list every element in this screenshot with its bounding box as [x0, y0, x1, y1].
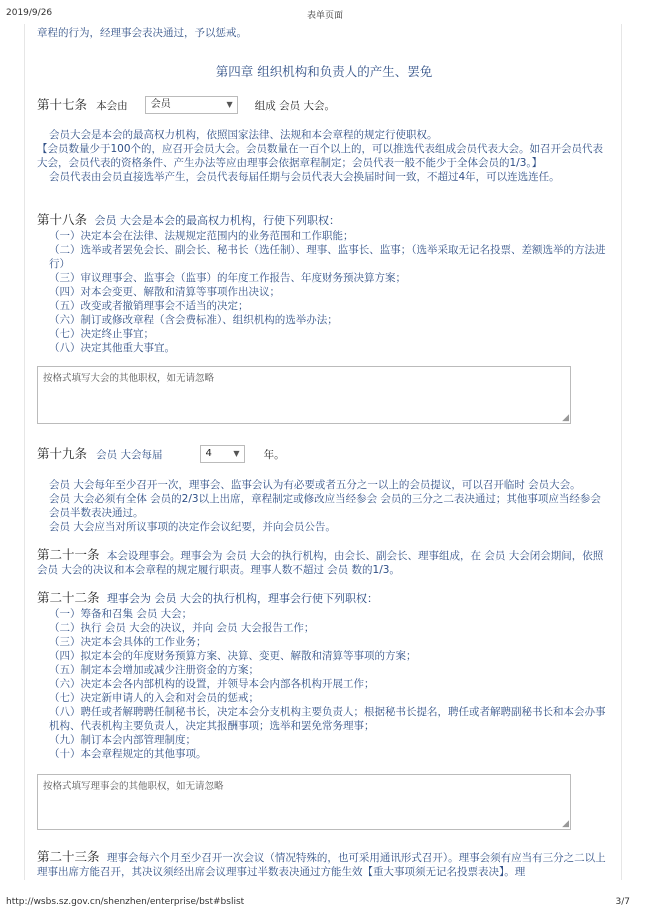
article-19-body	[37, 478, 611, 534]
article-18-label: 第十八条	[37, 212, 88, 227]
article-19-suffix: 年。	[263, 449, 285, 461]
article-22-item: （六）决定本会各内部机构的设置，并领导本会内部各机构开展工作；	[49, 678, 375, 690]
article-18-item: （一）决定本会在法律、法规规定范围内的业务范围和工作职能；	[49, 230, 354, 242]
article-23	[37, 850, 611, 879]
article-21-label: 第二十一条	[37, 547, 100, 562]
article-22	[37, 590, 611, 761]
council-other-powers-textarea[interactable]	[37, 774, 571, 830]
prev-article-tail: 章程的行为，经理事会表决通过，予以惩戒。	[37, 27, 247, 39]
chapter-4-title: 第四章 组织机构和负责人的产生、罢免	[215, 64, 433, 79]
article-23-text: 理事会每六个月至少召开一次会议（情况特殊的，也可采用通讯形式召开）。理事会须有应当有三分之二以上理事出席方能召开，其决议须经出席会议理事过半数表决通过方能生效【重大事项须无记名投票表决】。理	[37, 852, 606, 878]
term-years-select-value: 4	[205, 447, 212, 459]
article-22-item: （九）制订本会内部管理制度；	[49, 734, 196, 746]
article-18-item: （八）决定其他重大事宜。	[49, 342, 175, 354]
article-22-item: （四）拟定本会的年度财务预算方案、决算、变更、解散和清算等事项的方案；	[49, 650, 417, 662]
article-19-para-2: 会员 大会必须有全体 会员的2/3以上出席，章程制定或修改应当经参会 会员的三分之二表决通过；其他事项应当经参会 会员半数表决通过。	[49, 493, 601, 519]
article-22-item: （七）决定新申请人的入会和对会员的惩戒；	[49, 692, 259, 704]
article-19-label: 第十九条	[37, 446, 88, 461]
article-22-item: （二）执行 会员 大会的决议，并向 会员 大会报告工作；	[49, 622, 315, 634]
form-page	[24, 24, 622, 880]
article-22-item: （十）本会章程规定的其他事项。	[49, 748, 207, 760]
article-18-item: （三）审议理事会、监事会（监事）的年度工作报告、年度财务预决算方案；	[49, 272, 406, 284]
resize-grip-icon[interactable]: ◢	[562, 819, 569, 829]
print-title: 表单页面	[306, 11, 343, 21]
article-18-intro: 会员 大会是本会的最高权力机构，行使下列职权：	[94, 214, 341, 227]
article-18-item: （四）对本会变更、解散和清算等事项作出决议；	[49, 286, 280, 298]
article-17-para-2: 【会员数量少于100个的，应召开会员大会。会员数量在一百个以上的，可以推选代表组成会员代表大会。如召开会员代表大会，会员代表的资格条件、产生办法等应由理事会依据章程制定；会员代表一般不能少于全体会员的1/3。】	[37, 143, 604, 169]
article-19-heading	[37, 443, 611, 463]
article-18-item: （七）决定终止事宜；	[49, 328, 154, 340]
print-page-number: 3/7	[615, 897, 630, 907]
article-19-para-1: 会员 大会每年至少召开一次，理事会、监事会认为有必要或者五分之一以上的会员提议，可以召开临时 会员大会。	[49, 479, 581, 491]
article-17-label: 第十七条	[37, 97, 88, 112]
assembly-other-powers-placeholder: 按格式填写大会的其他职权，如无请忽略	[43, 373, 215, 384]
article-18-item: （五）改变或者撤销理事会不适当的决定；	[49, 300, 249, 312]
article-23-label: 第二十三条	[37, 849, 100, 864]
article-22-item: （一）筹备和召集 会员 大会；	[49, 608, 193, 620]
chevron-down-icon: ▼	[233, 448, 240, 458]
article-18	[37, 212, 611, 355]
council-other-powers-placeholder: 按格式填写理事会的其他职权，如无请忽略	[43, 781, 224, 792]
article-22-item: （八）聘任或者解聘聘任制秘书长，决定本会分支机构主要负责人；根据秘书长提名，聘任或者解聘副秘书长和本会办事机构、代表机构主要负责人，决定其报酬事项；选举和罢免常务理事；	[49, 706, 606, 732]
article-22-item: （五）制定本会增加或减少注册资金的方案；	[49, 664, 259, 676]
article-22-label: 第二十二条	[37, 590, 100, 605]
browser-print-footer	[6, 897, 630, 911]
member-body-select[interactable]	[145, 96, 238, 114]
article-21-text: 本会设理事会。理事会为 会员 大会的执行机构，由会长、副会长、理事组成，在 会员 大会闭会期间，依照 会员 大会的决议和本会章程的规定履行职责。理事人数不超过 会员 数的1/3。	[37, 550, 604, 576]
resize-grip-icon[interactable]: ◢	[562, 413, 569, 423]
article-17-heading	[37, 94, 611, 114]
article-22-intro: 理事会为 会员 大会的执行机构，理事会行使下列职权：	[107, 592, 379, 605]
article-17-prefix: 本会由	[96, 100, 128, 112]
article-18-item: （六）制订或修改章程（含会费标准）、组织机构的选举办法；	[49, 314, 338, 326]
article-17-para-1: 会员大会是本会的最高权力机构，依照国家法律、法规和本会章程的规定行使职权。	[49, 129, 438, 141]
article-19-para-3: 会员 大会应当对所议事项的决定作会议纪要，并向会员公告。	[49, 521, 336, 533]
print-url: http://wsbs.sz.gov.cn/shenzhen/enterprise/bst#bslist	[6, 897, 245, 907]
article-18-item: （二）选举或者罢免会长、副会长、秘书长（选任制）、理事、监事长、监事；（选举采取无记名投票、差额选举的方法进行）	[49, 244, 606, 270]
member-body-select-value: 会员	[150, 98, 171, 110]
article-19-prefix: 会员 大会每届	[96, 449, 163, 461]
chevron-down-icon: ▼	[226, 99, 233, 109]
article-21	[37, 548, 611, 577]
article-17-body	[37, 128, 611, 184]
article-17-para-3: 会员代表由会员直接选举产生，会员代表每届任期与会员代表大会换届时间一致，不超过4年，可以连选连任。	[49, 171, 560, 183]
article-17-suffix: 组成 会员 大会。	[254, 100, 335, 112]
assembly-other-powers-textarea[interactable]	[37, 366, 571, 424]
article-22-item: （三）决定本会具体的工作业务；	[49, 636, 207, 648]
browser-print-header	[6, 8, 644, 22]
term-years-select[interactable]	[200, 445, 245, 463]
print-date: 2019/9/26	[6, 8, 53, 18]
